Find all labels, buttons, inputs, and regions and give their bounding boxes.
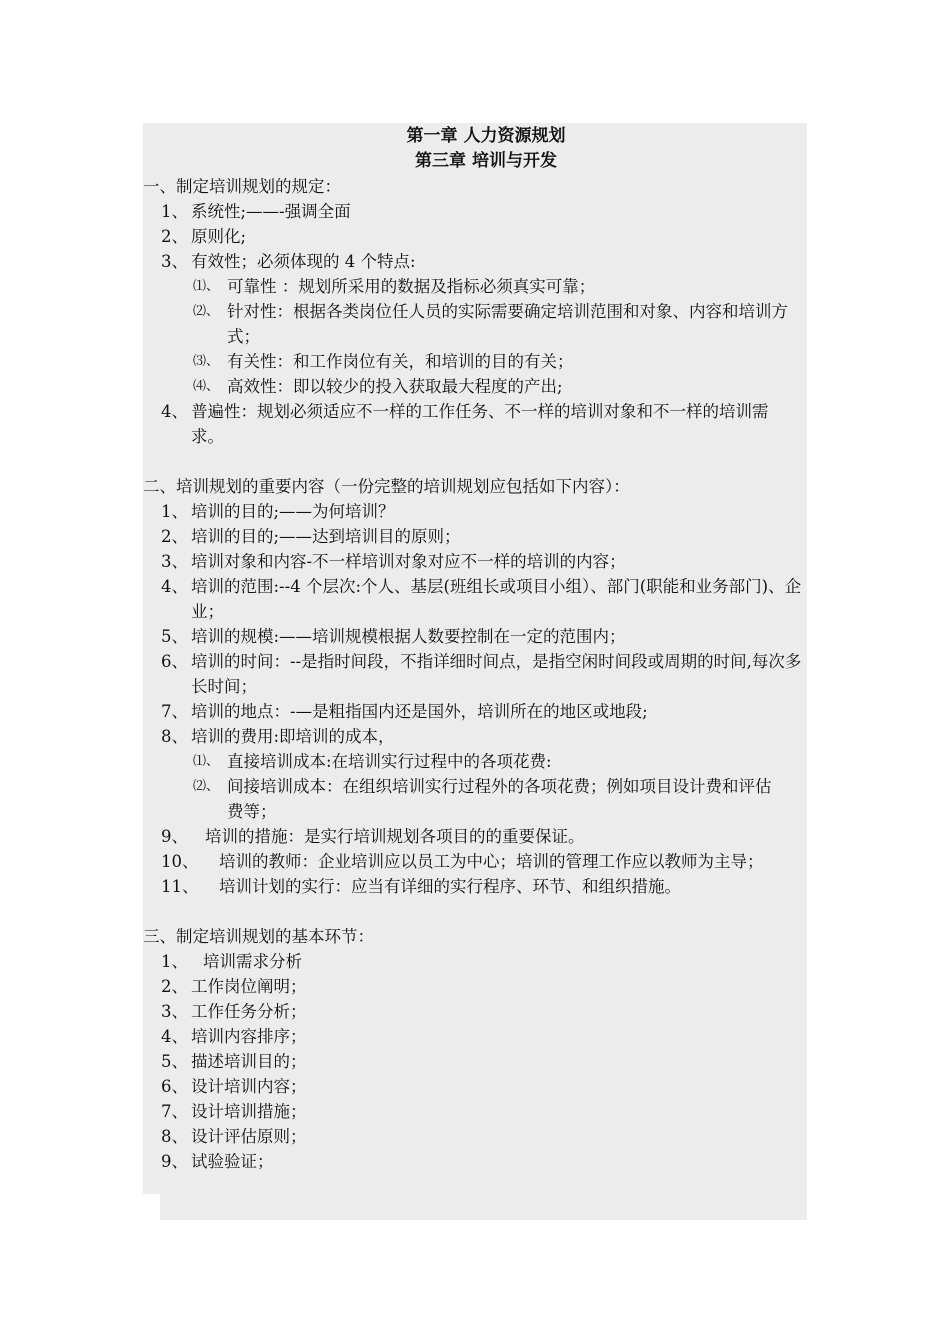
sub-text: 有关性：和工作岗位有关，和培训的目的有关； [227,352,574,371]
list-item [143,649,807,699]
list-text: 系统性;——-强调全面 [191,202,351,221]
list-number: 6、 [161,1077,188,1096]
list-text: 原则化; [191,227,247,246]
sub-text: 直接培训成本:在培训实行过程中的各项花费: [227,752,552,771]
list-item [143,524,807,549]
chapter-title: 第一章 人力资源规划 [406,126,566,146]
paragraph-gap [143,899,807,924]
sub-number: ⑶、 [193,354,220,369]
list-item [143,999,807,1024]
list-number: 1、 [161,952,188,971]
list-item [143,874,807,899]
list-number: 11、 [161,877,199,896]
list-text: 培训对象和内容-不一样培训对象对应不一样的培训的内容； [191,552,626,571]
list-number: 2、 [161,527,188,546]
list-item [143,724,807,749]
sub-item [143,774,807,824]
list-text: 培训的规模:——培训规模根据人数要控制在一定的范围内； [191,627,626,646]
list-number: 1、 [161,202,188,221]
list-item [143,574,807,624]
list-number: 9、 [161,827,188,846]
list-item [143,199,807,224]
list-number: 7、 [161,1102,188,1121]
list-item [143,824,807,849]
list-number: 2、 [161,977,188,996]
list-number: 7、 [161,702,188,721]
list-item [143,1099,807,1124]
chapter-subtitle: 第三章 培训与开发 [415,151,557,171]
list-text: 工作任务分析； [191,1002,307,1021]
section-heading: 二、培训规划的重要内容（一份完整的培训规划应包括如下内容）： [143,477,630,496]
list-text: 普遍性：规划必须适应不一样的工作任务、不一样的培训对象和不一样的培训需求。 [191,402,769,446]
list-text: 培训的措施：是实行培训规划各项目的的重要保证。 [205,827,585,846]
list-text: 有效性；必须体现的 4 个特点: [191,252,416,271]
sub-text: 间接培训成本：在组织培训实行过程外的各项花费；例如项目设计费和评估费等； [227,777,772,821]
list-item [143,399,807,449]
list-item [143,699,807,724]
list-item [143,1124,807,1149]
list-item [143,224,807,249]
list-number: 5、 [161,1052,188,1071]
list-text: 培训计划的实行：应当有详细的实行程序、环节、和组织措施。 [219,877,681,896]
list-text: 培训的范围:--4 个层次:个人、基层(班组长或项目小组）、部门(职能和业务部门)、企业； [191,577,802,621]
sub-item [143,349,807,374]
sub-item [143,299,807,349]
list-number: 2、 [161,227,188,246]
list-text: 培训的目的;——达到培训目的原则； [191,527,461,546]
list-number: 8、 [161,727,188,746]
list-text: 描述培训目的； [191,1052,307,1071]
list-item [143,1049,807,1074]
list-item [143,249,807,274]
sub-number: ⑵、 [193,779,220,794]
list-text: 培训的目的;——为何培训？ [191,502,395,521]
sub-text: 可靠性 ：规划所采用的数据及指标必须真实可靠； [227,277,596,296]
list-number: 3、 [161,1002,188,1021]
list-number: 3、 [161,552,188,571]
list-number: 9、 [161,1152,188,1171]
sub-number: ⑷、 [193,379,220,394]
list-number: 4、 [161,577,188,596]
list-item [143,1149,807,1174]
list-text: 培训的时间：--是指时间段，不指详细时间点，是指空闲时间段或周期的时间,每次多长时间； [191,652,802,696]
list-number: 3、 [161,252,188,271]
shaded-text-background-tail [160,1194,807,1220]
list-item [143,499,807,524]
sub-text: 高效性：即以较少的投入获取最大程度的产出; [227,377,563,396]
list-text: 设计培训措施； [191,1102,307,1121]
list-number: 5、 [161,627,188,646]
list-number: 4、 [161,402,188,421]
sub-item [143,374,807,399]
list-text: 培训内容排序； [191,1027,307,1046]
sub-text: 针对性：根据各类岗位任人员的实际需要确定培训范围和对象、内容和培训方式； [227,302,788,346]
list-number: 4、 [161,1027,188,1046]
sub-number: ⑵、 [193,304,220,319]
paragraph-gap [143,449,807,474]
list-item [143,974,807,999]
list-item [143,624,807,649]
list-item [143,549,807,574]
list-number: 8、 [161,1127,188,1146]
sub-item [143,274,807,299]
list-text: 设计培训内容； [191,1077,307,1096]
list-number: 10、 [161,852,199,871]
section-heading: 三、制定培训规划的基本环节： [143,927,374,946]
section-heading: 一、制定培训规划的规定： [143,177,341,196]
list-text: 培训的教师：企业培训应以员工为中心；培训的管理工作应以教师为主导； [219,852,764,871]
list-text: 工作岗位阐明； [191,977,307,996]
list-text: 培训需求分析 [203,952,302,971]
list-number: 1、 [161,502,188,521]
list-item [143,949,807,974]
document-body [143,124,807,1174]
sub-item [143,749,807,774]
list-text: 设计评估原则； [191,1127,307,1146]
list-text: 试验验证； [191,1152,274,1171]
list-item [143,1074,807,1099]
list-number: 6、 [161,652,188,671]
list-text: 培训的地点：-—是粗指国内还是国外，培训所在的地区或地段; [191,702,648,721]
list-text: 培训的费用:即培训的成本， [191,727,395,746]
sub-number: ⑴、 [193,754,220,769]
list-item [143,1024,807,1049]
list-item [143,849,807,874]
sub-number: ⑴、 [193,279,220,294]
